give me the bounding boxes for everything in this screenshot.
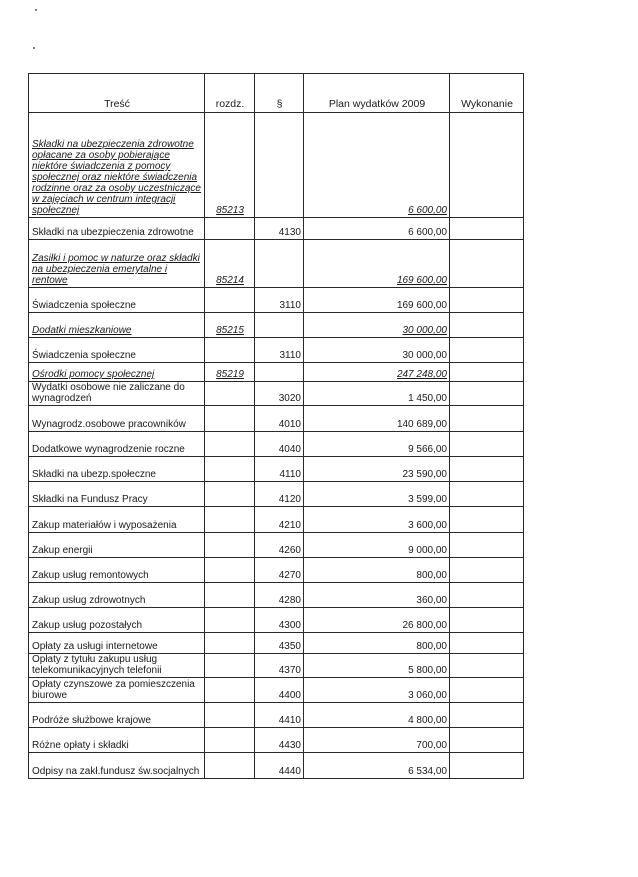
cell-wykonanie bbox=[450, 288, 524, 313]
cell-rozdz bbox=[205, 583, 255, 608]
table-row bbox=[29, 583, 524, 608]
cell-rozdz bbox=[205, 218, 255, 240]
cell-plan: 6 600,00 bbox=[304, 218, 450, 240]
cell-paragraf: 4010 bbox=[255, 406, 304, 432]
table-row bbox=[29, 457, 524, 482]
cell-wykonanie bbox=[450, 558, 524, 583]
cell-wykonanie bbox=[450, 678, 524, 703]
cell-rozdz bbox=[205, 432, 255, 457]
cell-wykonanie bbox=[450, 432, 524, 457]
cell-tresc: Zakup usług zdrowotnych bbox=[29, 583, 205, 608]
cell-plan: 169 600,00 bbox=[304, 240, 450, 288]
cell-tresc: Świadczenia społeczne bbox=[29, 338, 205, 363]
cell-plan: 4 800,00 bbox=[304, 703, 450, 728]
cell-plan: 6 600,00 bbox=[304, 113, 450, 218]
scan-speck bbox=[35, 9, 37, 11]
cell-rozdz bbox=[205, 507, 255, 533]
table-row bbox=[29, 678, 524, 703]
cell-wykonanie bbox=[450, 703, 524, 728]
cell-rozdz: 85215 bbox=[205, 313, 255, 338]
cell-tresc: Zakup materiałów i wyposażenia bbox=[29, 507, 205, 533]
cell-wykonanie bbox=[450, 457, 524, 482]
header-tresc: Treść bbox=[29, 74, 205, 113]
cell-rozdz: 85219 bbox=[205, 363, 255, 382]
cell-paragraf: 4280 bbox=[255, 583, 304, 608]
cell-tresc: Zasiłki i pomoc w naturze oraz składki na ubezpieczenia emerytalne i rentowe bbox=[29, 240, 205, 288]
cell-plan: 5 800,00 bbox=[304, 654, 450, 678]
cell-rozdz bbox=[205, 633, 255, 654]
cell-wykonanie bbox=[450, 313, 524, 338]
cell-tresc: Opłaty za usługi internetowe bbox=[29, 633, 205, 654]
cell-plan: 30 000,00 bbox=[304, 338, 450, 363]
cell-paragraf: 3110 bbox=[255, 288, 304, 313]
cell-rozdz bbox=[205, 703, 255, 728]
table-row bbox=[29, 288, 524, 313]
cell-wykonanie bbox=[450, 753, 524, 779]
cell-paragraf bbox=[255, 113, 304, 218]
cell-plan: 247 248,00 bbox=[304, 363, 450, 382]
cell-rozdz bbox=[205, 288, 255, 313]
cell-paragraf: 4130 bbox=[255, 218, 304, 240]
table-row-section bbox=[29, 113, 524, 218]
cell-rozdz bbox=[205, 406, 255, 432]
cell-rozdz bbox=[205, 482, 255, 507]
cell-tresc: Dodatkowe wynagrodzenie roczne bbox=[29, 432, 205, 457]
table-row bbox=[29, 406, 524, 432]
cell-wykonanie bbox=[450, 218, 524, 240]
cell-paragraf bbox=[255, 240, 304, 288]
table-row bbox=[29, 728, 524, 753]
header-rozdz: rozdz. bbox=[205, 74, 255, 113]
header-paragraf: § bbox=[255, 74, 304, 113]
table-body bbox=[29, 113, 524, 779]
cell-wykonanie bbox=[450, 728, 524, 753]
cell-wykonanie bbox=[450, 338, 524, 363]
cell-plan: 800,00 bbox=[304, 633, 450, 654]
header-wykonanie: Wykonanie bbox=[450, 74, 524, 113]
cell-wykonanie bbox=[450, 363, 524, 382]
cell-wykonanie bbox=[450, 507, 524, 533]
table-row bbox=[29, 338, 524, 363]
cell-rozdz bbox=[205, 457, 255, 482]
cell-paragraf: 4410 bbox=[255, 703, 304, 728]
cell-plan: 3 599,00 bbox=[304, 482, 450, 507]
cell-tresc: Ośrodki pomocy społecznej bbox=[29, 363, 205, 382]
cell-plan: 3 060,00 bbox=[304, 678, 450, 703]
cell-paragraf: 4040 bbox=[255, 432, 304, 457]
cell-plan: 6 534,00 bbox=[304, 753, 450, 779]
cell-wykonanie bbox=[450, 482, 524, 507]
cell-wykonanie bbox=[450, 633, 524, 654]
table-row bbox=[29, 633, 524, 654]
cell-plan: 360,00 bbox=[304, 583, 450, 608]
cell-tresc: Zakup energii bbox=[29, 533, 205, 558]
table-row bbox=[29, 558, 524, 583]
table-row bbox=[29, 507, 524, 533]
cell-tresc: Składki na ubezpieczenia zdrowotne bbox=[29, 218, 205, 240]
cell-plan: 9 566,00 bbox=[304, 432, 450, 457]
budget-table bbox=[28, 73, 524, 779]
cell-plan: 9 000,00 bbox=[304, 533, 450, 558]
cell-tresc: Opłaty czynszowe za pomieszczenia biurowe bbox=[29, 678, 205, 703]
cell-wykonanie bbox=[450, 654, 524, 678]
cell-tresc: Dodatki mieszkaniowe bbox=[29, 313, 205, 338]
cell-tresc: Wydatki osobowe nie zaliczane do wynagrodzeń bbox=[29, 382, 205, 406]
cell-paragraf: 4110 bbox=[255, 457, 304, 482]
cell-paragraf bbox=[255, 313, 304, 338]
table-row bbox=[29, 482, 524, 507]
table-row bbox=[29, 533, 524, 558]
cell-tresc: Zakup usług pozostałych bbox=[29, 608, 205, 633]
table-row-section bbox=[29, 363, 524, 382]
cell-paragraf: 3110 bbox=[255, 338, 304, 363]
cell-plan: 700,00 bbox=[304, 728, 450, 753]
cell-rozdz bbox=[205, 608, 255, 633]
table-row-section bbox=[29, 313, 524, 338]
cell-paragraf: 4350 bbox=[255, 633, 304, 654]
table-row bbox=[29, 703, 524, 728]
cell-tresc: Podróże służbowe krajowe bbox=[29, 703, 205, 728]
cell-paragraf: 4120 bbox=[255, 482, 304, 507]
cell-rozdz: 85214 bbox=[205, 240, 255, 288]
scan-speck bbox=[33, 47, 35, 49]
cell-paragraf: 4210 bbox=[255, 507, 304, 533]
cell-rozdz bbox=[205, 654, 255, 678]
cell-tresc: Zakup usług remontowych bbox=[29, 558, 205, 583]
cell-wykonanie bbox=[450, 113, 524, 218]
cell-plan: 30 000,00 bbox=[304, 313, 450, 338]
cell-wykonanie bbox=[450, 382, 524, 406]
cell-tresc: Wynagrodz.osobowe pracowników bbox=[29, 406, 205, 432]
cell-plan: 140 689,00 bbox=[304, 406, 450, 432]
cell-tresc: Opłaty z tytułu zakupu usług telekomunikacyjnych telefonii bbox=[29, 654, 205, 678]
cell-rozdz bbox=[205, 338, 255, 363]
cell-wykonanie bbox=[450, 533, 524, 558]
table-row bbox=[29, 753, 524, 779]
cell-plan: 800,00 bbox=[304, 558, 450, 583]
table-row bbox=[29, 654, 524, 678]
cell-rozdz: 85213 bbox=[205, 113, 255, 218]
table-row bbox=[29, 608, 524, 633]
cell-tresc: Składki na ubezp.społeczne bbox=[29, 457, 205, 482]
cell-rozdz bbox=[205, 558, 255, 583]
cell-rozdz bbox=[205, 533, 255, 558]
cell-plan: 26 800,00 bbox=[304, 608, 450, 633]
cell-tresc: Odpisy na zakł.fundusz św.socjalnych bbox=[29, 753, 205, 779]
cell-paragraf: 4270 bbox=[255, 558, 304, 583]
cell-paragraf: 4260 bbox=[255, 533, 304, 558]
cell-paragraf: 4430 bbox=[255, 728, 304, 753]
cell-rozdz bbox=[205, 753, 255, 779]
cell-wykonanie bbox=[450, 583, 524, 608]
cell-rozdz bbox=[205, 382, 255, 406]
header-plan: Plan wydatków 2009 bbox=[304, 74, 450, 113]
cell-paragraf: 4370 bbox=[255, 654, 304, 678]
cell-wykonanie bbox=[450, 406, 524, 432]
cell-wykonanie bbox=[450, 240, 524, 288]
cell-paragraf: 4400 bbox=[255, 678, 304, 703]
table-row bbox=[29, 218, 524, 240]
cell-tresc: Składki na Fundusz Pracy bbox=[29, 482, 205, 507]
table-row bbox=[29, 382, 524, 406]
cell-paragraf: 4300 bbox=[255, 608, 304, 633]
table-header-row bbox=[29, 74, 524, 113]
cell-plan: 1 450,00 bbox=[304, 382, 450, 406]
table-row-section bbox=[29, 240, 524, 288]
cell-rozdz bbox=[205, 678, 255, 703]
cell-rozdz bbox=[205, 728, 255, 753]
cell-paragraf: 4440 bbox=[255, 753, 304, 779]
table-row bbox=[29, 432, 524, 457]
cell-paragraf bbox=[255, 363, 304, 382]
cell-tresc: Składki na ubezpieczenia zdrowotne opłacane za osoby pobierające niektóre świadczenia z pomocy społecznej oraz niektóre świadczenia rodzinne oraz za osoby uczestniczące w zajęciach w centrum integracji społecznej bbox=[29, 113, 205, 218]
cell-tresc: Różne opłaty i składki bbox=[29, 728, 205, 753]
cell-plan: 23 590,00 bbox=[304, 457, 450, 482]
cell-plan: 3 600,00 bbox=[304, 507, 450, 533]
cell-plan: 169 600,00 bbox=[304, 288, 450, 313]
cell-tresc: Świadczenia społeczne bbox=[29, 288, 205, 313]
cell-paragraf: 3020 bbox=[255, 382, 304, 406]
cell-wykonanie bbox=[450, 608, 524, 633]
